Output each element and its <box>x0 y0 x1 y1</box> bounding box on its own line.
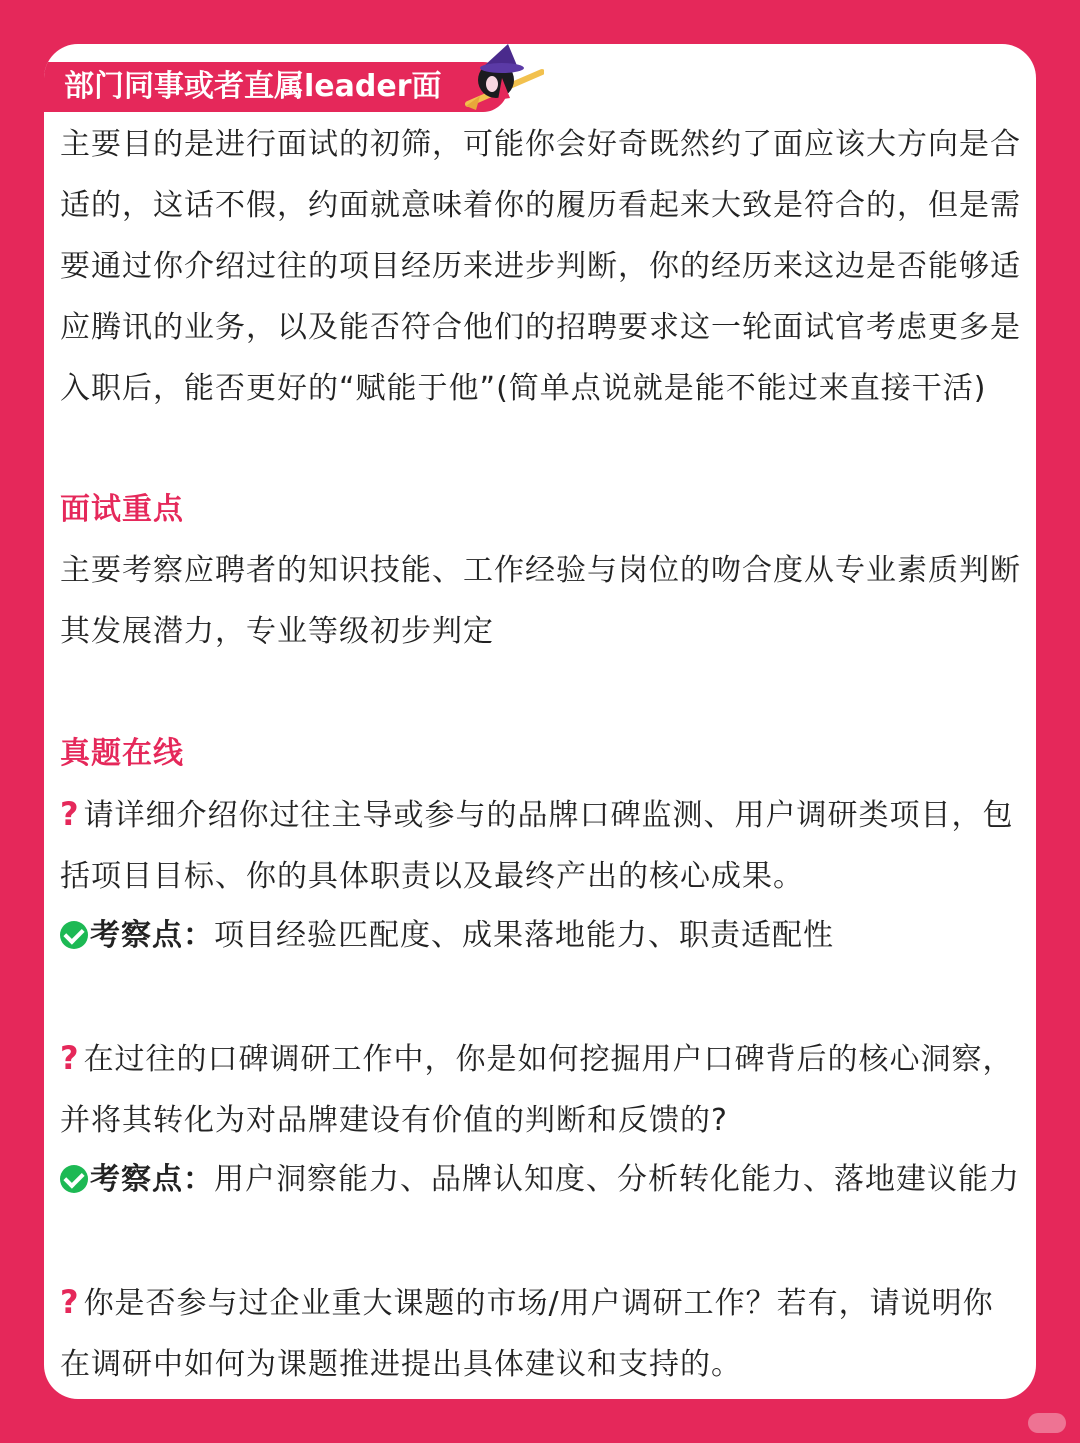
section-heading-questions: 真题在线 <box>60 736 184 771</box>
witch-on-broom-icon <box>462 44 544 120</box>
focus-paragraph: 主要考察应聘者的知识技能、工作经验与岗位的吻合度从专业素质判断其发展潜力，专业等级初步判定 <box>60 553 1021 649</box>
question-1 <box>60 784 1024 907</box>
section-heading-focus: 面试重点 <box>60 492 184 527</box>
question-mark-icon: ? <box>60 1039 80 1077</box>
question-2-text: 在过往的口碑调研工作中，你是如何挖掘用户口碑背后的核心洞察，并将其转化为对品牌建设有价值的判断和反馈的? <box>60 1042 1014 1138</box>
question-mark-icon: ? <box>60 795 80 833</box>
check-point-2 <box>60 1160 1020 1200</box>
question-mark-icon: ? <box>60 1283 80 1321</box>
check-circle-icon <box>60 1165 88 1193</box>
check-point-1 <box>60 916 834 956</box>
check-point-2-text: 用户洞察能力、品牌认知度、分析转化能力、落地建议能力 <box>214 1162 1020 1197</box>
page-title: 部门同事或者直属leader面 <box>64 69 442 104</box>
question-1-text: 请详细介绍你过往主导或参与的品牌口碑监测、用户调研类项目，包括项目目标、你的具体职责以及最终产出的核心成果。 <box>60 798 1014 894</box>
intro-paragraph: 主要目的是进行面试的初筛，可能你会好奇既然约了面应该大方向是合适的，这话不假，约面就意味着你的履历看起来大致是符合的，但是需要通过你介绍过往的项目经历来进步判断，你的经历来这边是否能够适应腾讯的业务，以及能否符合他们的招聘要求这一轮面试官考虑更多是入职后，能否更好的“赋能于他”(简单点说就是能不能过来直接干活) <box>60 127 1021 406</box>
question-2 <box>60 1028 1024 1151</box>
check-point-1-text: 项目经验匹配度、成果落地能力、职责适配性 <box>214 918 834 953</box>
question-3-text: 你是否参与过企业重大课题的市场/用户调研工作？若有，请说明你在调研中如何为课题推进提出具体建议和支持的。 <box>60 1286 994 1382</box>
check-circle-icon <box>60 921 88 949</box>
check-label: 考察点： <box>90 918 214 953</box>
watermark-badge <box>1028 1413 1066 1433</box>
question-3 <box>60 1272 1024 1395</box>
check-label: 考察点： <box>90 1162 214 1197</box>
content-card <box>44 44 1036 1399</box>
title-banner <box>48 62 508 112</box>
